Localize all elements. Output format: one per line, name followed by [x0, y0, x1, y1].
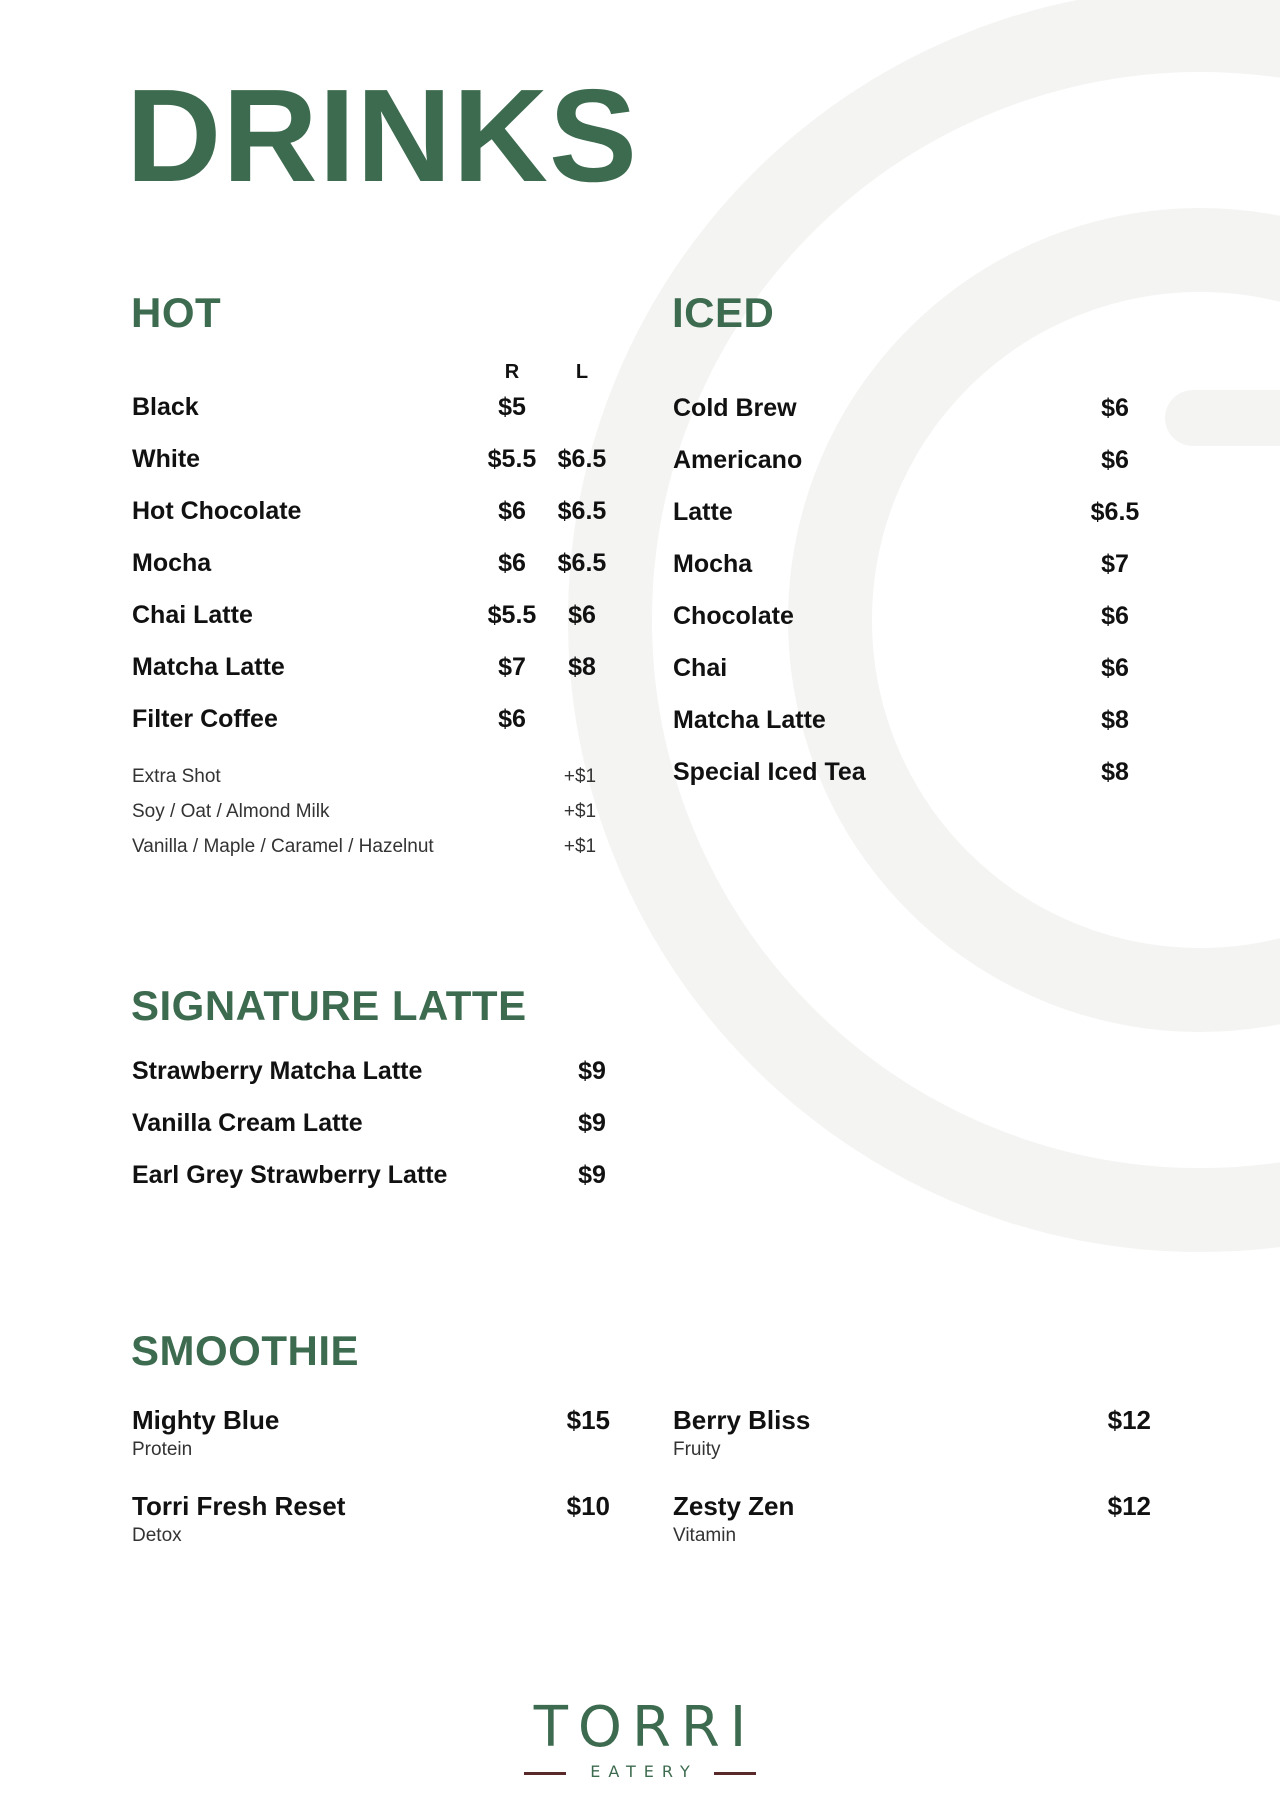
- smoothie-item: [132, 1491, 610, 1561]
- item-name: Mighty Blue: [132, 1405, 280, 1435]
- item-name: Americano: [673, 446, 803, 474]
- price-regular: $5.5: [487, 601, 537, 629]
- signature-item: [132, 1057, 612, 1097]
- price-large: $8: [568, 653, 596, 681]
- hot-item: [132, 705, 612, 745]
- iced-item: [673, 446, 1153, 486]
- size-large-header: L: [575, 361, 589, 383]
- smoothie-item: [673, 1491, 1151, 1561]
- iced-item: [673, 706, 1153, 746]
- item-name: Matcha Latte: [132, 653, 285, 681]
- signature-item: [132, 1161, 612, 1201]
- item-price: $15: [566, 1405, 610, 1435]
- item-description: Protein: [132, 1439, 193, 1460]
- item-price: $6.5: [1090, 498, 1140, 526]
- item-name: Berry Bliss: [673, 1405, 811, 1435]
- item-price: $6: [1101, 654, 1129, 682]
- price-regular: $5.5: [487, 445, 537, 473]
- iced-item: [673, 498, 1153, 538]
- item-name: Black: [132, 393, 199, 421]
- item-description: Fruity: [673, 1439, 721, 1460]
- item-price: $8: [1101, 758, 1129, 786]
- iced-item: [673, 550, 1153, 590]
- item-price: $6: [1101, 394, 1129, 422]
- hot-item: [132, 549, 612, 589]
- extra-item: [132, 836, 612, 866]
- extra-price: +$1: [563, 836, 597, 857]
- item-name: Latte: [673, 498, 733, 526]
- price-regular: $6: [498, 705, 526, 733]
- logo-tagline: [520, 1762, 760, 1782]
- item-name: Zesty Zen: [673, 1491, 795, 1521]
- item-name: Strawberry Matcha Latte: [132, 1057, 423, 1085]
- extra-item: [132, 766, 612, 796]
- item-price: $8: [1101, 706, 1129, 734]
- logo-wordmark: TORRI: [533, 1695, 757, 1760]
- extra-item: [132, 801, 612, 831]
- extra-name: Soy / Oat / Almond Milk: [132, 801, 330, 822]
- item-name: Cold Brew: [673, 394, 797, 422]
- price-regular: $5: [498, 393, 526, 421]
- extra-name: Vanilla / Maple / Caramel / Hazelnut: [132, 836, 434, 857]
- item-name: Vanilla Cream Latte: [132, 1109, 363, 1137]
- item-price: $6: [1101, 602, 1129, 630]
- item-description: Detox: [132, 1525, 182, 1546]
- iced-item: [673, 654, 1153, 694]
- logo-divider-right: [714, 1772, 756, 1775]
- item-name: Mocha: [132, 549, 212, 577]
- smoothie-heading: SMOOTHIE: [131, 1327, 360, 1374]
- price-large: $6.5: [557, 497, 607, 525]
- extra-price: +$1: [563, 766, 597, 787]
- hot-item: [132, 601, 612, 641]
- item-price: $7: [1101, 550, 1129, 578]
- price-regular: $6: [498, 497, 526, 525]
- hot-item: [132, 497, 612, 537]
- item-name: Hot Chocolate: [132, 497, 302, 525]
- logo-divider-left: [524, 1772, 566, 1775]
- torri-logo: [520, 1695, 760, 1781]
- item-price: $12: [1107, 1405, 1151, 1435]
- price-large: $6.5: [557, 445, 607, 473]
- item-price: $10: [566, 1491, 610, 1521]
- smoothie-item: [673, 1405, 1151, 1475]
- item-name: White: [132, 445, 201, 473]
- item-name: Earl Grey Strawberry Latte: [132, 1161, 448, 1189]
- item-name: Matcha Latte: [673, 706, 826, 734]
- page-title: DRINKS: [126, 62, 639, 209]
- extra-name: Extra Shot: [132, 766, 221, 787]
- item-name: Mocha: [673, 550, 753, 578]
- item-price: $9: [578, 1161, 606, 1189]
- signature-item: [132, 1109, 612, 1149]
- signature-heading: SIGNATURE LATTE: [131, 982, 527, 1029]
- item-price: $9: [578, 1057, 606, 1085]
- item-name: Chocolate: [673, 602, 794, 630]
- hot-item: [132, 653, 612, 693]
- item-price: $6: [1101, 446, 1129, 474]
- item-name: Torri Fresh Reset: [132, 1491, 346, 1521]
- item-name: Special Iced Tea: [673, 758, 866, 786]
- smoothie-item: [132, 1405, 610, 1475]
- item-name: Chai Latte: [132, 601, 253, 629]
- item-name: Chai: [673, 654, 728, 682]
- price-regular: $6: [498, 549, 526, 577]
- extra-price: +$1: [563, 801, 597, 822]
- price-regular: $7: [498, 653, 526, 681]
- iced-item: [673, 602, 1153, 642]
- price-large: $6: [568, 601, 596, 629]
- item-price: $12: [1107, 1491, 1151, 1521]
- price-large: $6.5: [557, 549, 607, 577]
- item-name: Filter Coffee: [132, 705, 278, 733]
- item-description: Vitamin: [673, 1525, 737, 1546]
- hot-item: [132, 393, 612, 433]
- iced-item: [673, 394, 1153, 434]
- iced-heading: ICED: [672, 289, 775, 336]
- hot-heading: HOT: [131, 289, 222, 336]
- hot-item: [132, 445, 612, 485]
- size-regular-header: R: [504, 361, 520, 383]
- iced-item: [673, 758, 1153, 798]
- logo-subtitle: EATERY: [590, 1762, 698, 1781]
- item-price: $9: [578, 1109, 606, 1137]
